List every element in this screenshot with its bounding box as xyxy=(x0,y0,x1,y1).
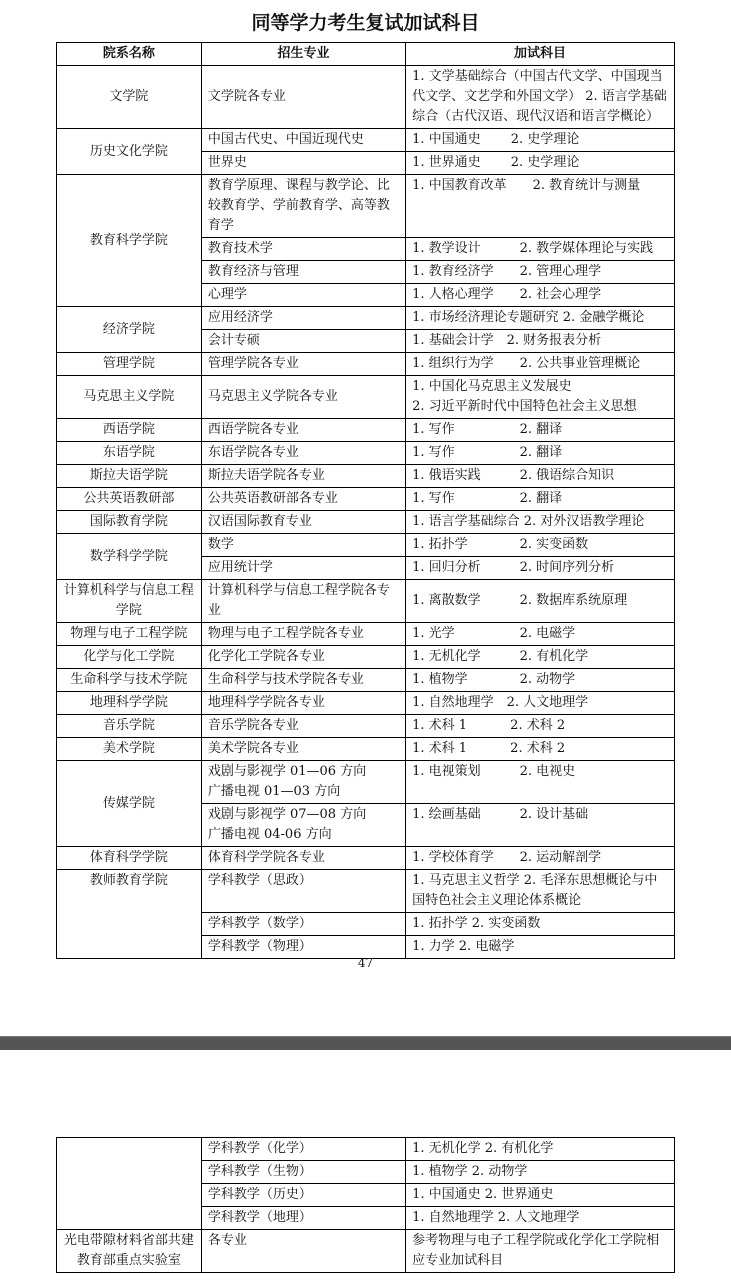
major-cell: 学科教学（物理） xyxy=(201,936,405,959)
dept-cell: 国际教育学院 xyxy=(57,511,202,534)
subjects-cell: 1. 中国教育改革 2. 教育统计与测量 xyxy=(406,175,675,238)
subjects-cell: 1. 无机化学 2. 有机化学 xyxy=(406,646,675,669)
subjects-cell: 1. 电视策划 2. 电视史 xyxy=(406,761,675,804)
major-cell: 东语学院各专业 xyxy=(201,442,405,465)
major-cell: 斯拉夫语学院各专业 xyxy=(201,465,405,488)
major-cell: 学科教学（历史） xyxy=(201,1184,405,1207)
major-cell: 戏剧与影视学 01—06 方向 广播电视 01—03 方向 xyxy=(201,761,405,804)
major-cell: 体育科学学院各专业 xyxy=(201,847,405,870)
dept-cell: 公共英语教研部 xyxy=(57,488,202,511)
subjects-cell: 1. 教育经济学 2. 管理心理学 xyxy=(406,261,675,284)
subjects-cell: 1. 绘画基础 2. 设计基础 xyxy=(406,804,675,847)
dept-cell: 传媒学院 xyxy=(57,761,202,847)
table-header-row xyxy=(57,43,675,66)
subjects-cell: 1. 组织行为学 2. 公共事业管理概论 xyxy=(406,353,675,376)
table-row xyxy=(57,307,675,330)
major-cell: 数学 xyxy=(201,534,405,557)
major-cell: 化学化工学院各专业 xyxy=(201,646,405,669)
dept-cell-continued xyxy=(57,1138,202,1230)
subjects-cell: 1. 术科 1 2. 术科 2 xyxy=(406,715,675,738)
subjects-cell: 1. 植物学 2. 动物学 xyxy=(406,669,675,692)
table-row xyxy=(57,715,675,738)
major-cell: 学科教学（化学） xyxy=(201,1138,405,1161)
dept-cell: 东语学院 xyxy=(57,442,202,465)
major-cell: 学科教学（生物） xyxy=(201,1161,405,1184)
major-cell: 教育经济与管理 xyxy=(201,261,405,284)
dept-cell: 教育科学学院 xyxy=(57,175,202,307)
dept-cell: 计算机科学与信息工程学院 xyxy=(57,580,202,623)
major-cell: 公共英语教研部各专业 xyxy=(201,488,405,511)
dept-cell: 数学科学学院 xyxy=(57,534,202,580)
subjects-cell: 1. 市场经济理论专题研究 2. 金融学概论 xyxy=(406,307,675,330)
major-cell: 教育技术学 xyxy=(201,238,405,261)
subjects-cell: 1. 力学 2. 电磁学 xyxy=(406,936,675,959)
subjects-cell: 1. 中国通史 2. 史学理论 xyxy=(406,129,675,152)
table-row xyxy=(57,129,675,152)
major-cell: 音乐学院各专业 xyxy=(201,715,405,738)
table-row xyxy=(57,175,675,238)
subjects-cell: 1. 世界通史 2. 史学理论 xyxy=(406,152,675,175)
major-cell: 管理学院各专业 xyxy=(201,353,405,376)
table-row xyxy=(57,761,675,804)
subjects-cell: 1. 拓扑学 2. 实变函数 xyxy=(406,534,675,557)
dept-cell: 物理与电子工程学院 xyxy=(57,623,202,646)
dept-cell: 生命科学与技术学院 xyxy=(57,669,202,692)
page-number: 47 xyxy=(357,956,374,970)
table-row xyxy=(57,419,675,442)
subjects-cell: 1. 离散数学 2. 数据库系统原理 xyxy=(406,580,675,623)
header-subjects: 加试科目 xyxy=(406,43,675,66)
major-cell: 生命科学与技术学院各专业 xyxy=(201,669,405,692)
dept-cell: 光电带隙材料省部共建教育部重点实验室 xyxy=(57,1230,202,1273)
table-row xyxy=(57,669,675,692)
table-row xyxy=(57,442,675,465)
dept-cell: 斯拉夫语学院 xyxy=(57,465,202,488)
dept-cell: 文学院 xyxy=(57,66,202,129)
dept-cell: 经济学院 xyxy=(57,307,202,353)
table-row xyxy=(57,465,675,488)
dept-cell: 地理科学学院 xyxy=(57,692,202,715)
subjects-cell: 1. 写作 2. 翻译 xyxy=(406,419,675,442)
table-row xyxy=(57,623,675,646)
subjects-cell: 1. 写作 2. 翻译 xyxy=(406,488,675,511)
table-row xyxy=(57,1230,675,1273)
major-cell: 中国古代史、中国近现代史 xyxy=(201,129,405,152)
table-row xyxy=(57,646,675,669)
major-cell: 世界史 xyxy=(201,152,405,175)
subjects-cell: 1. 拓扑学 2. 实变函数 xyxy=(406,913,675,936)
dept-cell: 管理学院 xyxy=(57,353,202,376)
subjects-cell: 1. 中国化马克思主义发展史 2. 习近平新时代中国特色社会主义思想 xyxy=(406,376,675,419)
subjects-cell: 1. 文学基础综合（中国古代文学、中国现当代文学、文艺学和外国文学） 2. 语言学基础综合（古代汉语、现代汉语和语言学概论） xyxy=(406,66,675,129)
dept-cell: 马克思主义学院 xyxy=(57,376,202,419)
major-cell: 教育学原理、课程与教学论、比较教育学、学前教育学、高等教育学 xyxy=(201,175,405,238)
header-major: 招生专业 xyxy=(201,43,405,66)
major-cell: 计算机科学与信息工程学院各专业 xyxy=(201,580,405,623)
subjects-cell: 1. 马克思主义哲学 2. 毛泽东思想概论与中国特色社会主义理论体系概论 xyxy=(406,870,675,913)
major-cell: 物理与电子工程学院各专业 xyxy=(201,623,405,646)
dept-cell: 化学与化工学院 xyxy=(57,646,202,669)
table-row xyxy=(57,511,675,534)
table-row xyxy=(57,580,675,623)
page-top-margin xyxy=(0,1050,731,1137)
major-cell: 戏剧与影视学 07—08 方向 广播电视 04-06 方向 xyxy=(201,804,405,847)
major-cell: 地理科学学院各专业 xyxy=(201,692,405,715)
major-cell: 学科教学（数学） xyxy=(201,913,405,936)
subjects-cell: 1. 写作 2. 翻译 xyxy=(406,442,675,465)
table-row xyxy=(57,847,675,870)
subjects-cell: 1. 自然地理学 2. 人文地理学 xyxy=(406,1207,675,1230)
table-row xyxy=(57,692,675,715)
dept-cell: 西语学院 xyxy=(57,419,202,442)
major-cell: 马克思主义学院各专业 xyxy=(201,376,405,419)
major-cell: 应用经济学 xyxy=(201,307,405,330)
dept-cell: 历史文化学院 xyxy=(57,129,202,175)
subjects-cell: 1. 基础会计学 2. 财务报表分析 xyxy=(406,330,675,353)
major-cell: 学科教学（地理） xyxy=(201,1207,405,1230)
major-cell: 文学院各专业 xyxy=(201,66,405,129)
subjects-cell: 1. 教学设计 2. 教学媒体理论与实践 xyxy=(406,238,675,261)
subjects-cell: 1. 植物学 2. 动物学 xyxy=(406,1161,675,1184)
table-row xyxy=(57,870,675,913)
subjects-cell: 1. 自然地理学 2. 人文地理学 xyxy=(406,692,675,715)
table-row xyxy=(57,66,675,129)
subjects-cell: 1. 术科 1 2. 术科 2 xyxy=(406,738,675,761)
major-cell: 汉语国际教育专业 xyxy=(201,511,405,534)
dept-cell: 教师教育学院 xyxy=(57,870,202,959)
table-row xyxy=(57,534,675,557)
major-cell: 会计专硕 xyxy=(201,330,405,353)
table-row xyxy=(57,1138,675,1161)
subjects-cell: 1. 回归分析 2. 时间序列分析 xyxy=(406,557,675,580)
major-cell: 学科教学（思政） xyxy=(201,870,405,913)
subjects-cell: 1. 俄语实践 2. 俄语综合知识 xyxy=(406,465,675,488)
subjects-cell: 1. 无机化学 2. 有机化学 xyxy=(406,1138,675,1161)
table-row xyxy=(57,376,675,419)
major-cell: 美术学院各专业 xyxy=(201,738,405,761)
table-row xyxy=(57,353,675,376)
subjects-cell: 1. 光学 2. 电磁学 xyxy=(406,623,675,646)
subjects-cell: 1. 语言学基础综合 2. 对外汉语教学理论 xyxy=(406,511,675,534)
dept-cell: 美术学院 xyxy=(57,738,202,761)
subjects-cell: 1. 中国通史 2. 世界通史 xyxy=(406,1184,675,1207)
major-cell: 西语学院各专业 xyxy=(201,419,405,442)
subjects-cell: 1. 学校体育学 2. 运动解剖学 xyxy=(406,847,675,870)
major-cell: 各专业 xyxy=(201,1230,405,1273)
dept-cell: 音乐学院 xyxy=(57,715,202,738)
dept-cell: 体育科学学院 xyxy=(57,847,202,870)
exam-subjects-table xyxy=(56,42,675,959)
table-row xyxy=(57,488,675,511)
header-dept: 院系名称 xyxy=(57,43,202,66)
page-title: 同等学力考生复试加试科目 xyxy=(251,12,480,34)
subjects-cell: 1. 人格心理学 2. 社会心理学 xyxy=(406,284,675,307)
exam-subjects-table-continued xyxy=(56,1137,675,1273)
table-row xyxy=(57,738,675,761)
subjects-cell: 参考物理与电子工程学院或化学化工学院相应专业加试科目 xyxy=(406,1230,675,1273)
major-cell: 心理学 xyxy=(201,284,405,307)
major-cell: 应用统计学 xyxy=(201,557,405,580)
